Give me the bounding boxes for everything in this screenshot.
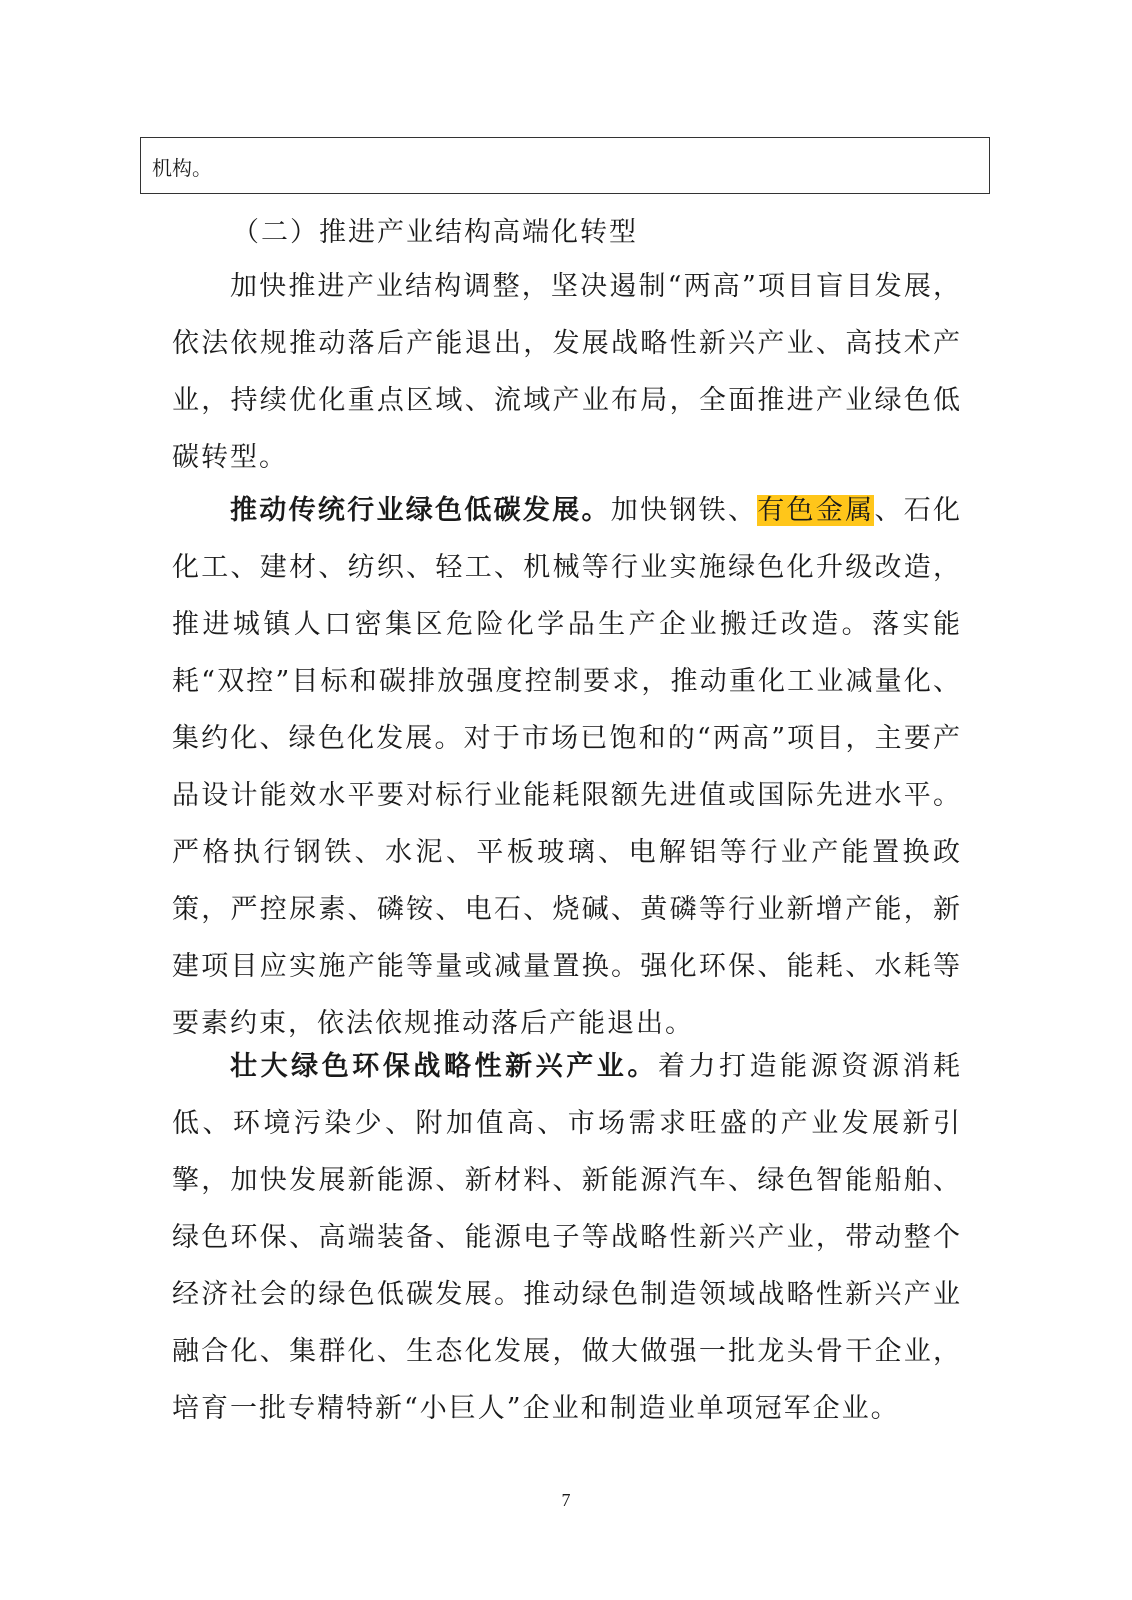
paragraph-3 bbox=[172, 1038, 962, 1437]
boxed-note bbox=[140, 137, 990, 194]
paragraph-2-text bbox=[172, 482, 962, 1052]
page-number: 7 bbox=[561, 1490, 571, 1510]
paragraph-1-text: 加快推进产业结构调整，坚决遏制“两高”项目盲目发展，依法依规推动落后产能退出，发展战略性新兴产业、高技术产业，持续优化重点区域、流域产业布局，全面推进产业绿色低碳转型。 bbox=[172, 271, 962, 473]
paragraph-3-heading: 壮大绿色环保战略性新兴产业。 bbox=[230, 1051, 658, 1082]
paragraph-2-heading: 推动传统行业绿色低碳发展。 bbox=[230, 495, 611, 526]
paragraph-3-body: 着力打造能源资源消耗低、环境污染少、附加值高、市场需求旺盛的产业发展新引擎，加快发展新能源、新材料、新能源汽车、绿色智能船舶、绿色环保、高端装备、能源电子等战略性新兴产业，带动整个经济社会的绿色低碳发展。推动绿色制造领域战略性新兴产业融合化、集群化、生态化发展，做大做强一批龙头骨干企业，培育一批专精特新“小巨人”企业和制造业单项冠军企业。 bbox=[172, 1051, 963, 1424]
paragraph-2-body: 、石化化工、建材、纺织、轻工、机械等行业实施绿色化升级改造，推进城镇人口密集区危险化学品生产企业搬迁改造。落实能耗“双控”目标和碳排放强度控制要求，推动重化工业减量化、集约化、绿色化发展。对于市场已饱和的“两高”项目，主要产品设计能效水平要对标行业能耗限额先进值或国际先进水平。严格执行钢铁、水泥、平板玻璃、电解铝等行业产能置换政策，严控尿素、磷铵、电石、烧碱、黄磷等行业新增产能，新建项目应实施产能等量或减量置换。强化环保、能耗、水耗等要素约束，依法依规推动落后产能退出。 bbox=[172, 495, 963, 1039]
paragraph-2 bbox=[172, 482, 962, 1052]
paragraph-2-lead: 加快钢铁、 bbox=[610, 495, 758, 526]
paragraph-1 bbox=[172, 258, 962, 486]
section-heading: （二）推进产业结构高端化转型 bbox=[232, 217, 638, 248]
boxed-note-text: 机构。 bbox=[152, 156, 212, 180]
highlighted-term: 有色金属 bbox=[757, 495, 875, 526]
paragraph-3-text bbox=[172, 1038, 962, 1437]
